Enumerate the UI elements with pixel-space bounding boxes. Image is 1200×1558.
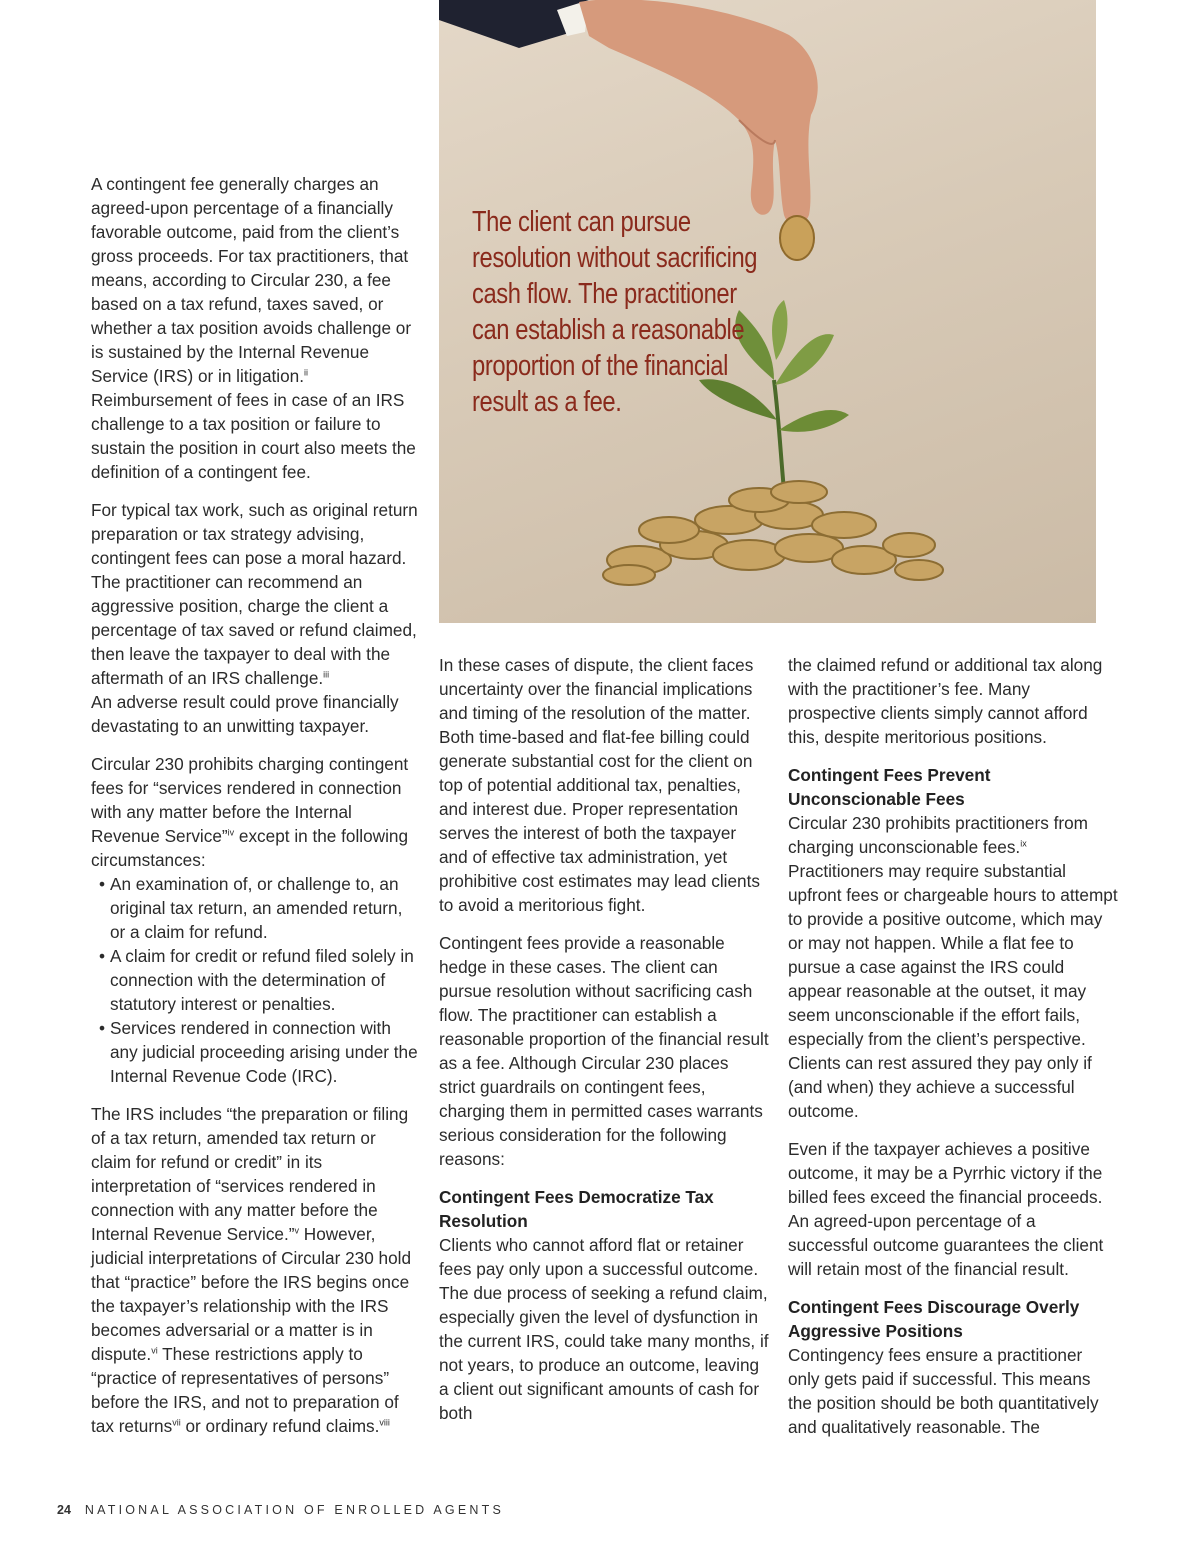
endnote-ref: viii [379, 1417, 390, 1428]
paragraph [91, 172, 419, 484]
text-span: These restrictions apply to “practice of representatives of persons” before the IRS, and not to preparation of tax returns [91, 1344, 399, 1436]
text-span: Reimbursement of fees in case of an IRS challenge to a tax position or failure to sustain the position in court also meets the definition of a contingent fee. [91, 390, 416, 482]
text-span: For typical tax work, such as original return preparation or tax strategy advising, contingent fees can pose a moral hazard. The practitioner can recommend an aggressive position, charge the client a percentage of tax saved or refund claimed, then leave the taxpayer to deal with the aftermath of an IRS challenge. [91, 500, 418, 688]
endnote-ref: vii [172, 1417, 181, 1428]
paragraph: In these cases of dispute, the client faces uncertainty over the financial implications and timing of the resolution of the matter. Both time-based and flat-fee billing could generate substantial cost for the client on top of potential additional tax, penalties, and interest due. Proper representation serves the interest of both the taxpayer and of effective tax administration, yet prohibitive cost estimates may lead clients to avoid a meritorious fight. [439, 655, 760, 915]
paragraph: Clients who cannot afford flat or retainer fees pay only upon a successful outcome. The due process of seeking a refund claim, especially given the level of dysfunction in the current IRS, could take many months, if not years, to produce an outcome, leaving a client out significant amounts of cash for both [439, 1235, 769, 1423]
text-span: An adverse result could prove financially devastating to an unwitting taxpayer. [91, 692, 399, 736]
paragraph: Contingency fees ensure a practitioner only gets paid if successful. This means the position should be both quantitatively and qualitatively reasonable. The [788, 1345, 1099, 1437]
column-2 [439, 653, 769, 1439]
page-footer [57, 1503, 504, 1517]
endnote-ref: ii [304, 367, 309, 378]
paragraph: Contingent fees provide a reasonable hedge in these cases. The client can pursue resolution without sacrificing cash flow. The practitioner can establish a reasonable proportion of the financial result as a fee. Although Circular 230 places strict guardrails on contingent fees, charging them in permitted cases warrants serious consideration for the following reasons: [439, 933, 769, 1169]
text-span: Circular 230 prohibits practitioners from charging unconscionable fees. [788, 813, 1088, 857]
section-heading: Contingent Fees Democratize Tax Resolution [439, 1187, 714, 1231]
paragraph [91, 752, 419, 872]
column-1 [91, 172, 419, 1452]
text-span: Practitioners may require substantial upfront fees or chargeable hours to attempt to provide a positive outcome, which may or may not happen. While a flat fee to pursue a case against the IRS could appear reasonable at the outset, it may seem unconscionable if the effort fails, especially from the client’s perspective. Clients can rest assured they pay only if (and when) they achieve a successful outcome. [788, 861, 1118, 1121]
text-span: or ordinary refund claims. [180, 1416, 380, 1436]
publication-name: NATIONAL ASSOCIATION OF ENROLLED AGENTS [84, 1503, 504, 1517]
endnote-ref: iv [227, 827, 235, 838]
paragraph: Even if the taxpayer achieves a positive outcome, it may be a Pyrrhic victory if the billed fees exceed the financial proceeds. An agreed-upon percentage of a successful outcome guarantees the client will retain most of the financial result. [788, 1139, 1104, 1279]
paragraph [91, 1102, 419, 1438]
text-span: Circular 230 prohibits charging contingent fees for “services rendered in connection with any matter before the Internal Revenue Service” [91, 754, 409, 846]
column-3 [788, 653, 1118, 1453]
endnote-ref: v [294, 1225, 299, 1236]
text-span: The IRS includes “the preparation or filing of a tax return, amended tax return or claim for refund or credit” in its interpretation of “services rendered in connection with any matter before the Internal Revenue Service.” [91, 1104, 409, 1244]
endnote-ref: vi [151, 1345, 158, 1356]
endnote-ref: iii [323, 669, 330, 680]
text-span: except in the following circumstances: [91, 826, 409, 870]
list-item: • Services rendered in connection with any judicial proceeding arising under the Internal Revenue Code (IRC). [91, 1016, 419, 1088]
list-item: • An examination of, or challenge to, an original tax return, an amended return, or a claim for refund. [91, 872, 419, 944]
text-span: A contingent fee generally charges an agreed-upon percentage of a financially favorable outcome, paid from the client’s gross proceeds. For tax practitioners, that means, according to Circular 230, a fee based on a tax refund, taxes saved, or whether a tax position avoids challenge or is sustained by the Internal Revenue Service (IRS) or in litigation. [91, 174, 412, 386]
section-heading: Contingent Fees Discourage Overly Aggressive Positions [788, 1297, 1080, 1341]
endnote-ref: ix [1020, 838, 1027, 849]
paragraph [788, 811, 1118, 1123]
section-heading: Contingent Fees Prevent Unconscionable Fees [788, 765, 991, 809]
pull-quote: The client can pursue resolution without sacrificing cash flow. The practitioner can establish a reasonable proportion of the financial result as a fee. [472, 206, 758, 418]
text-span: However, judicial interpretations of Circular 230 hold that “practice” before the IRS begins once the taxpayer’s relationship with the IRS becomes adversarial or a matter is in dispute. [91, 1224, 412, 1364]
paragraph [91, 498, 419, 738]
bullet-list [91, 872, 419, 1088]
list-item: • A claim for credit or refund filed solely in connection with the determination of statutory interest or penalties. [91, 944, 419, 1016]
paragraph: the claimed refund or additional tax along with the practitioner’s fee. Many prospective clients simply cannot afford this, despite meritorious positions. [788, 655, 1103, 747]
page-number: 24 [57, 1503, 71, 1517]
